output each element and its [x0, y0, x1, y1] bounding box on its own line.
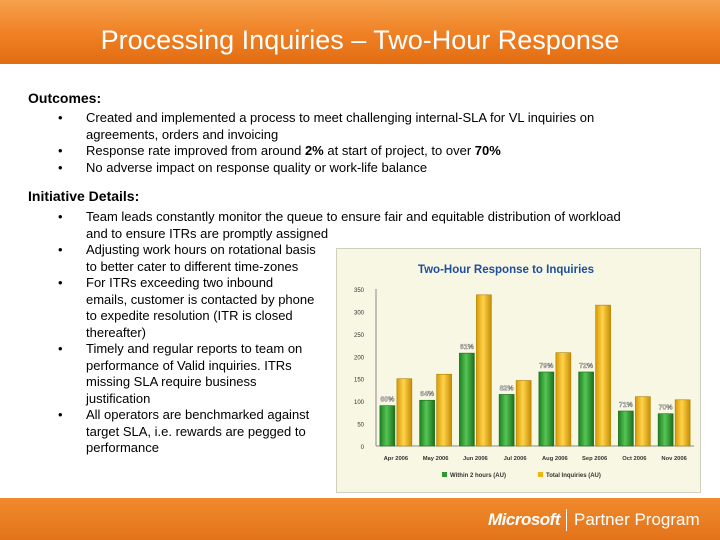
bar-total-inquiries [675, 400, 690, 446]
x-tick-label: Jun 2006 [462, 456, 488, 462]
initiative-item-line: performance [86, 440, 159, 455]
bullet-icon: • [58, 407, 63, 422]
initiative-item [58, 209, 698, 242]
data-label: 70% [658, 404, 673, 412]
bar-total-inquiries [397, 379, 412, 446]
legend-swatch [538, 472, 543, 477]
y-tick-label: 0 [360, 445, 364, 451]
y-tick-label: 300 [353, 310, 364, 317]
initiative-item-line: missing SLA require business [86, 374, 257, 389]
outcomes-heading: Outcomes: [28, 90, 102, 106]
slide-title: Processing Inquiries – Two-Hour Response [100, 25, 620, 55]
bar-within-2-hours [539, 372, 554, 446]
chart-svg [336, 248, 701, 493]
initiative-item-line: Team leads constantly monitor the queue to ensure fair and equitable distribution of workload [86, 209, 621, 224]
x-tick-label: Jul 2006 [503, 456, 527, 462]
outcome-item-line: Created and implemented a process to meet challenging internal-SLA for VL inquiries on [86, 110, 595, 125]
data-label: 72% [579, 362, 594, 370]
x-tick-label: Apr 2006 [383, 456, 409, 462]
initiative-item-line: performance of Valid inquiries. ITRs [86, 357, 292, 373]
bar-within-2-hours [380, 406, 395, 446]
initiative-item-line: thereafter) [86, 324, 146, 340]
bullet-icon: • [58, 159, 63, 175]
x-tick-label: May 2006 [422, 456, 449, 462]
initiative-item-line: and to ensure ITRs are promptly assigned [86, 225, 329, 241]
outcome-item-line: No adverse impact on response quality or work-life balance [86, 159, 428, 175]
bar-within-2-hours [618, 411, 633, 446]
chart-title: Two-Hour Response to Inquiries [417, 264, 595, 276]
bullet-icon: • [58, 209, 63, 224]
y-tick-label: 150 [353, 377, 364, 384]
x-tick-label: Oct 2006 [622, 456, 647, 462]
title-bar [0, 0, 720, 64]
bar-total-inquiries [516, 381, 531, 446]
x-tick-label: Aug 2006 [541, 456, 568, 462]
bullet-icon: • [58, 110, 63, 125]
outcome-item [58, 143, 698, 160]
initiative-item-line: to expedite resolution (ITR is closed [86, 308, 293, 323]
initiative-item-line: emails, customer is contacted by phone [86, 291, 315, 307]
data-label: 61% [459, 344, 474, 352]
outcome-item [58, 110, 698, 143]
data-label: 82% [499, 385, 514, 393]
y-tick-label: 350 [353, 288, 364, 294]
y-tick-label: 250 [353, 332, 364, 339]
bar-within-2-hours [420, 400, 435, 446]
bar-within-2-hours [499, 394, 514, 446]
bar-total-inquiries [556, 353, 571, 446]
bar-total-inquiries [596, 305, 611, 446]
bullet-icon: • [58, 275, 63, 290]
x-tick-label: Nov 2006 [661, 456, 687, 462]
y-tick-label: 50 [357, 422, 364, 429]
outcome-item-line: agreements, orders and invoicing [86, 126, 279, 142]
initiative-item-line: target SLA, i.e. rewards are pegged to [86, 423, 306, 439]
outcome-item [58, 160, 698, 177]
microsoft-wordmark: Microsoft [488, 510, 560, 529]
partner-program-label: Partner Program [574, 510, 700, 529]
logo-divider [566, 509, 567, 531]
bar-within-2-hours [579, 372, 594, 446]
y-tick-label: 100 [353, 400, 364, 407]
response-chart [336, 248, 701, 493]
bar-total-inquiries [476, 295, 491, 446]
legend-label: Total Inquiries (AU) [546, 473, 601, 479]
initiative-heading: Initiative Details: [28, 188, 140, 204]
legend-label: Within 2 hours (AU) [450, 473, 506, 479]
data-label: 64% [420, 391, 435, 399]
bullet-icon: • [58, 242, 63, 257]
initiative-item-line: All operators are benchmarked against [86, 407, 310, 422]
initiative-item-line: Timely and regular reports to team on [86, 341, 303, 356]
initiative-item-line: justification [86, 390, 151, 406]
initiative-item-line: For ITRs exceeding two inbound [86, 275, 274, 290]
data-label: 71% [618, 402, 633, 410]
bullet-icon: • [58, 143, 63, 158]
outcome-item-line: Response rate improved from around 2% at start of project, to over 70% [86, 143, 501, 158]
data-label: 79% [539, 362, 554, 370]
legend-swatch [442, 472, 447, 477]
outcomes-list [58, 110, 698, 176]
bar-within-2-hours [658, 414, 673, 446]
bullet-icon: • [58, 341, 63, 356]
x-tick-label: Sep 2006 [582, 456, 608, 462]
initiative-item-line: to better cater to different time-zones [86, 258, 299, 274]
bar-total-inquiries [437, 374, 452, 446]
bar-total-inquiries [635, 397, 650, 446]
bar-within-2-hours [459, 353, 474, 446]
initiative-item-line: Adjusting work hours on rotational basis [86, 242, 316, 257]
data-label: 60% [380, 396, 395, 404]
y-tick-label: 200 [353, 355, 364, 362]
